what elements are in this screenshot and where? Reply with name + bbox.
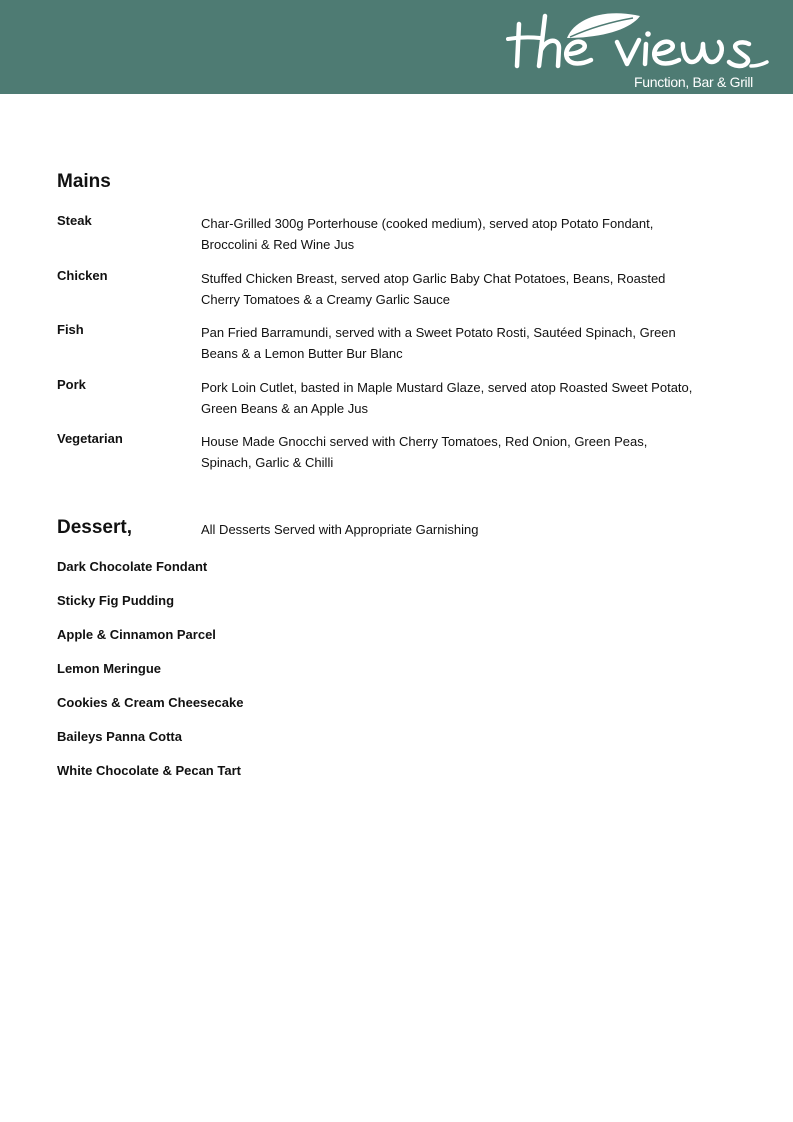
main-name: Vegetarian [57, 431, 123, 446]
dessert-list [57, 559, 243, 797]
dessert-item: Baileys Panna Cotta [57, 729, 182, 744]
main-row-pork [57, 376, 737, 431]
mains-list [57, 212, 737, 485]
main-description: House Made Gnocchi served with Cherry Tomatoes, Red Onion, Green Peas, Spinach, Garlic & Chilli [201, 434, 648, 470]
main-row-vegetarian [57, 430, 737, 485]
main-row-chicken [57, 267, 737, 322]
dessert-item: Sticky Fig Pudding [57, 593, 175, 608]
mains-title: Mains [57, 171, 111, 192]
dessert-item: Lemon Meringue [57, 661, 162, 676]
main-name: Pork [57, 376, 86, 392]
logo-tagline: Function, Bar & Grill [634, 74, 753, 90]
main-name: Chicken [57, 267, 108, 283]
main-description: Stuffed Chicken Breast, served atop Garlic Baby Chat Potatoes, Beans, Roasted Cherry Tomatoes & a Creamy Garlic Sauce [201, 270, 666, 307]
dessert-title: Dessert, [57, 517, 132, 538]
main-name: Fish [57, 322, 84, 337]
dessert-item: Dark Chocolate Fondant [57, 559, 208, 574]
dessert-item: Cookies & Cream Cheesecake [57, 695, 244, 710]
main-description: Pan Fried Barramundi, served with a Sweet Potato Rosti, Sautéed Spinach, Green Beans & a Lemon Butter Bur Blanc [201, 325, 676, 361]
main-row-fish [57, 321, 737, 376]
dessert-item: White Chocolate & Pecan Tart [57, 763, 241, 778]
logo-wordmark [505, 8, 780, 78]
brand-logo [505, 8, 780, 92]
main-name: Steak [57, 213, 92, 228]
dessert-item: Apple & Cinnamon Parcel [57, 627, 216, 642]
dessert-note: All Desserts Served with Appropriate Garnishing [201, 522, 479, 537]
main-row-steak [57, 212, 737, 267]
header-band [0, 0, 793, 94]
main-description: Char-Grilled 300g Porterhouse (cooked medium), served atop Potato Fondant, Broccolini & Red Wine Jus [201, 216, 654, 252]
main-description: Pork Loin Cutlet, basted in Maple Mustard Glaze, served atop Roasted Sweet Potato, Green Beans & an Apple Jus [201, 379, 693, 416]
